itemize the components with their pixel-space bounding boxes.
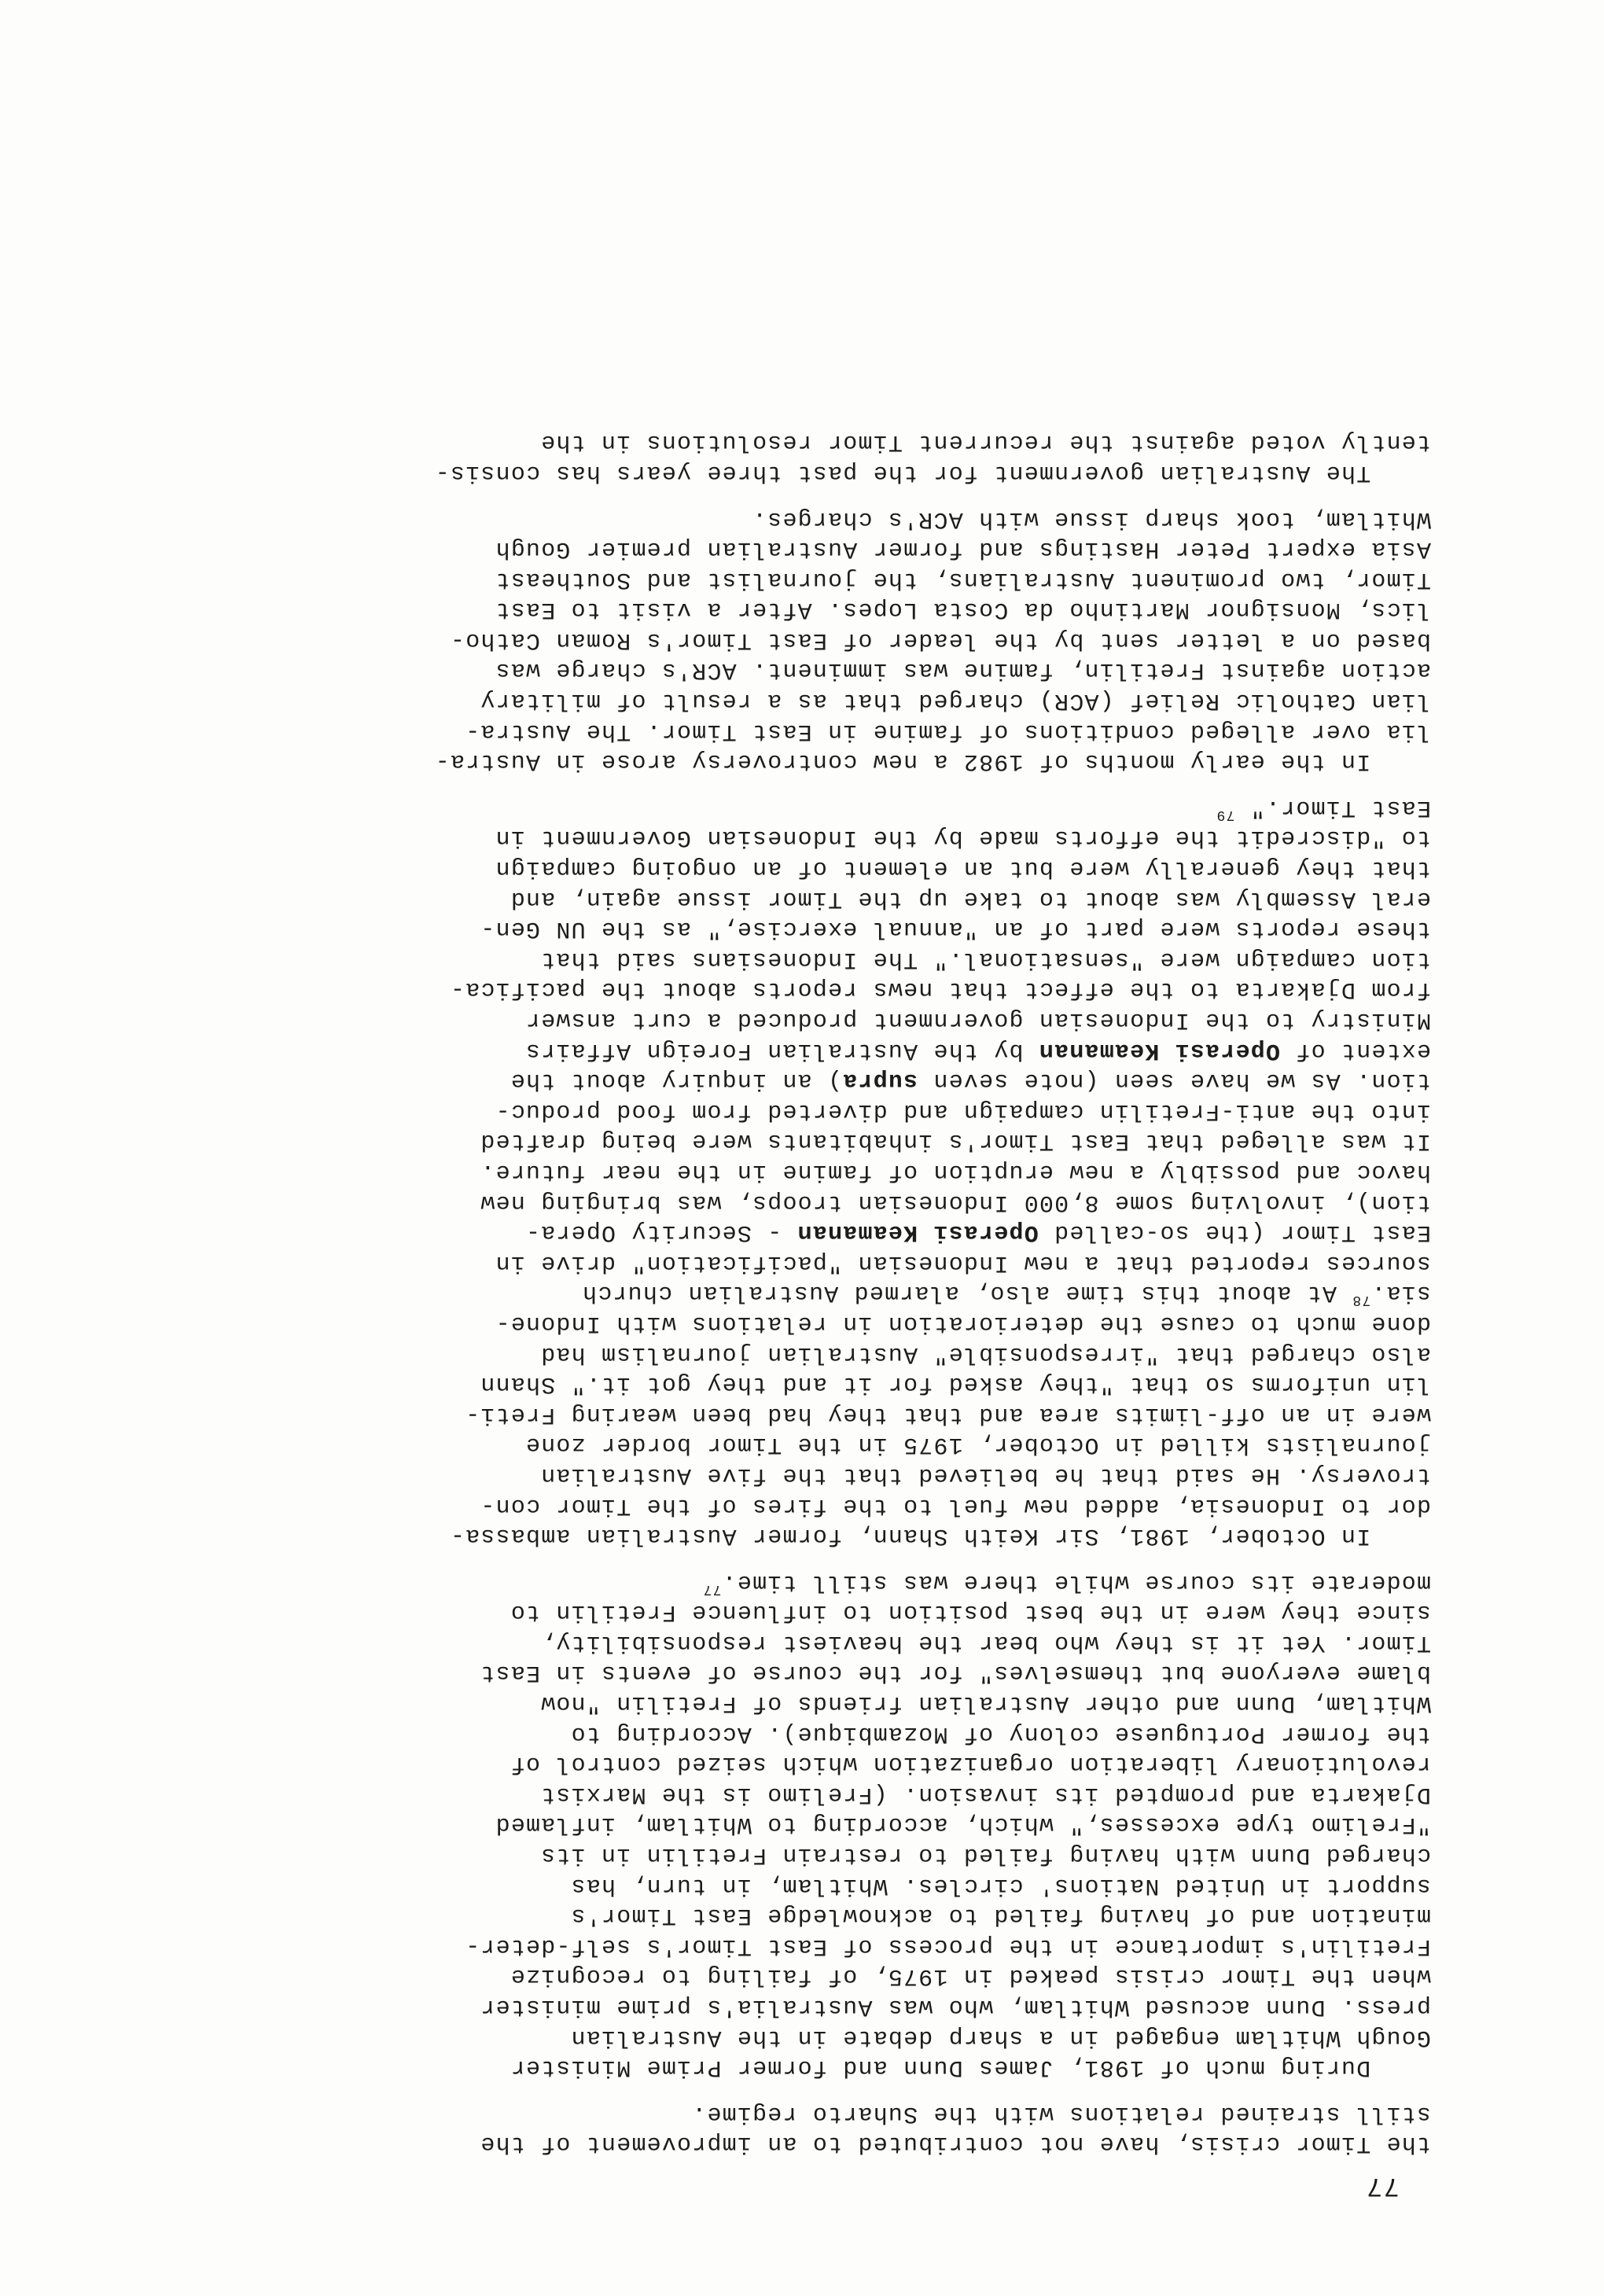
text-line: from Djakarta to the effect that news reports about the pacifica- bbox=[449, 976, 1431, 1003]
bold-term: Operasi Keamanan bbox=[1038, 1036, 1280, 1064]
page-text bbox=[173, 427, 1431, 2200]
text-line: troversy. He said that he believed that the five Australian bbox=[540, 1461, 1431, 1488]
text-line: support in United Nations' circles. Whitlam, in turn, has bbox=[570, 1871, 1431, 1899]
text-line: lian Catholic Relief (ACR) charged that as a result of military bbox=[480, 687, 1431, 715]
text-line: In the early months of 1982 a new controversy arose in Austra- bbox=[434, 748, 1431, 775]
text-line: blame everyone but themselves" for the course of events in East bbox=[480, 1659, 1431, 1687]
text-line: extent of Operasi Keamanan by the Australian Foreign Affairs bbox=[524, 1036, 1431, 1064]
text-line: when the Timor crisis peaked in 1975, of failing to recognize bbox=[510, 1963, 1431, 1990]
text-line: havoc and possibly a new eruption of famine in the near future. bbox=[480, 1158, 1431, 1185]
text-line: sources reported that a new Indonesian "pacification" drive in bbox=[495, 1249, 1431, 1276]
text-line: tion campaign were "sensational." The Indonesians said that bbox=[540, 945, 1431, 973]
paragraph bbox=[173, 427, 1431, 488]
text-line: tently voted against the recurrent Timor resolutions in the bbox=[540, 429, 1431, 456]
page-number: 77 bbox=[1365, 2170, 1400, 2200]
text-line: the Timor crisis, have not contributed to an improvement of the bbox=[480, 2130, 1431, 2158]
text-line: East Timor (the so-called Operasi Keamanan - Security Opera- bbox=[524, 1219, 1431, 1246]
text-line: lics, Monsignor Martinho da Costa Lopes. After a visit to East bbox=[495, 596, 1431, 624]
text-line: to "discredit the efforts made by the Indonesian Government in bbox=[495, 824, 1431, 852]
text-line: lin uniforms so that "they asked for it and they got it." Shann bbox=[480, 1371, 1431, 1398]
text-line: the former Portuguese colony of Mozambique). According to bbox=[570, 1720, 1431, 1747]
text-line: since they were in the best position to influence Fretilin to bbox=[510, 1599, 1431, 1626]
text-line: Whitlam, took sharp issue with ACR's charges. bbox=[751, 505, 1431, 532]
bold-term: Operasi Keamanan bbox=[796, 1219, 1039, 1246]
text-line: Asia expert Peter Hastings and former Australian premier Gough bbox=[495, 535, 1431, 563]
text-line: were in an off-limits area and that they had been wearing Freti- bbox=[465, 1400, 1431, 1428]
text-line: tion), involving some 8,000 Indonesian troops, was bringing new bbox=[480, 1188, 1431, 1216]
footnote-ref: 79 bbox=[1216, 806, 1235, 822]
text-line: Whitlam, Dunn and other Australian friends of Fretilin "now bbox=[540, 1690, 1431, 1717]
text-line: charged Dunn with having failed to restrain Fretilin in its bbox=[540, 1842, 1431, 1869]
footnote-ref: 78 bbox=[1352, 1292, 1371, 1308]
text-line: sia.$^{78}$ At about this time also, alarmed Australian church bbox=[581, 1279, 1431, 1308]
text-line: also charged that "irresponsible" Australian journalism had bbox=[540, 1340, 1431, 1367]
text-line: Fretilin's importance in the process of East Timor's self-deter- bbox=[465, 1932, 1431, 1959]
text-line: based on a letter sent by the leader of East Timor's Roman Catho- bbox=[449, 626, 1431, 653]
text-line: During much of 1981, James Dunn and former Prime Minister bbox=[510, 2054, 1431, 2081]
text-line: journalists killed in October, 1975 in the Timor border zone bbox=[524, 1431, 1431, 1459]
paragraph bbox=[173, 1566, 1431, 2082]
bold-term: supra bbox=[842, 1067, 918, 1095]
paragraph bbox=[173, 792, 1431, 1551]
text-line: revolutionary liberation organization which seized control of bbox=[510, 1750, 1431, 1778]
text-line: action against Fretilin, famine was imminent. ACR's charge was bbox=[495, 657, 1431, 684]
paragraph bbox=[173, 2098, 1431, 2158]
text-line: done much to cause the deterioration in relations with Indone- bbox=[495, 1309, 1431, 1337]
paragraph-gap bbox=[173, 776, 1431, 792]
paragraph bbox=[173, 503, 1431, 776]
text-line: Timor, two prominent Australians, the journalist and Southeast bbox=[495, 565, 1431, 593]
text-line: mination and of having failed to acknowledge East Timor's bbox=[570, 1902, 1431, 1930]
text-line: tion. As we have seen (note seven supra) an inquiry about the bbox=[510, 1067, 1431, 1095]
body-text bbox=[173, 427, 1431, 2159]
text-line: Djakarta and prompted its invasion. (Frelimo is the Marxist bbox=[540, 1780, 1431, 1808]
text-line: into the anti-Fretilin campaign and diverted from food produc- bbox=[495, 1097, 1431, 1124]
footnote-ref: 77 bbox=[702, 1580, 722, 1597]
text-line: eral Assembly was about to take up the Timor issue again, and bbox=[510, 885, 1431, 912]
text-line: East Timor." $^{79}$ bbox=[1216, 793, 1431, 822]
text-line: lia over alleged conditions of famine in East Timor. The Austra- bbox=[465, 717, 1431, 745]
text-line: dor to Indonesia, added new fuel to the fires of the Timor con- bbox=[480, 1492, 1431, 1519]
text-line: moderate its course while there was still time.$^{77}$ bbox=[702, 1568, 1431, 1597]
text-line: In October, 1981, Sir Keith Shann, former Australian ambassa- bbox=[449, 1522, 1431, 1550]
paragraph-gap bbox=[173, 2082, 1431, 2098]
text-line: press. Dunn accused Whitlam, who was Australia's prime minister bbox=[480, 1993, 1431, 2021]
text-line: Ministry to the Indonesian government produced a curt answer bbox=[524, 1006, 1431, 1034]
paragraph-gap bbox=[173, 488, 1431, 503]
text-line: The Australian government for the past three years has consis- bbox=[434, 458, 1431, 486]
text-line: these reports were part of an "annual exercise," as the UN Gen- bbox=[480, 915, 1431, 943]
text-line: "Frelimo type excesses," which, according to Whitlam, inflamed bbox=[495, 1811, 1431, 1838]
text-line: Gough Whitlam engaged in a sharp debate in the Australian bbox=[570, 2023, 1431, 2051]
text-line: It was alleged that East Timor's inhabitants were being drafted bbox=[480, 1128, 1431, 1155]
paragraph-gap bbox=[173, 1551, 1431, 1566]
text-line: that they generally were but an element of an ongoing campaign bbox=[495, 855, 1431, 882]
text-line: Timor. Yet it is they who bear the heaviest responsibility, bbox=[540, 1628, 1431, 1656]
text-line: still strained relations with the Suharto regime. bbox=[691, 2099, 1431, 2127]
